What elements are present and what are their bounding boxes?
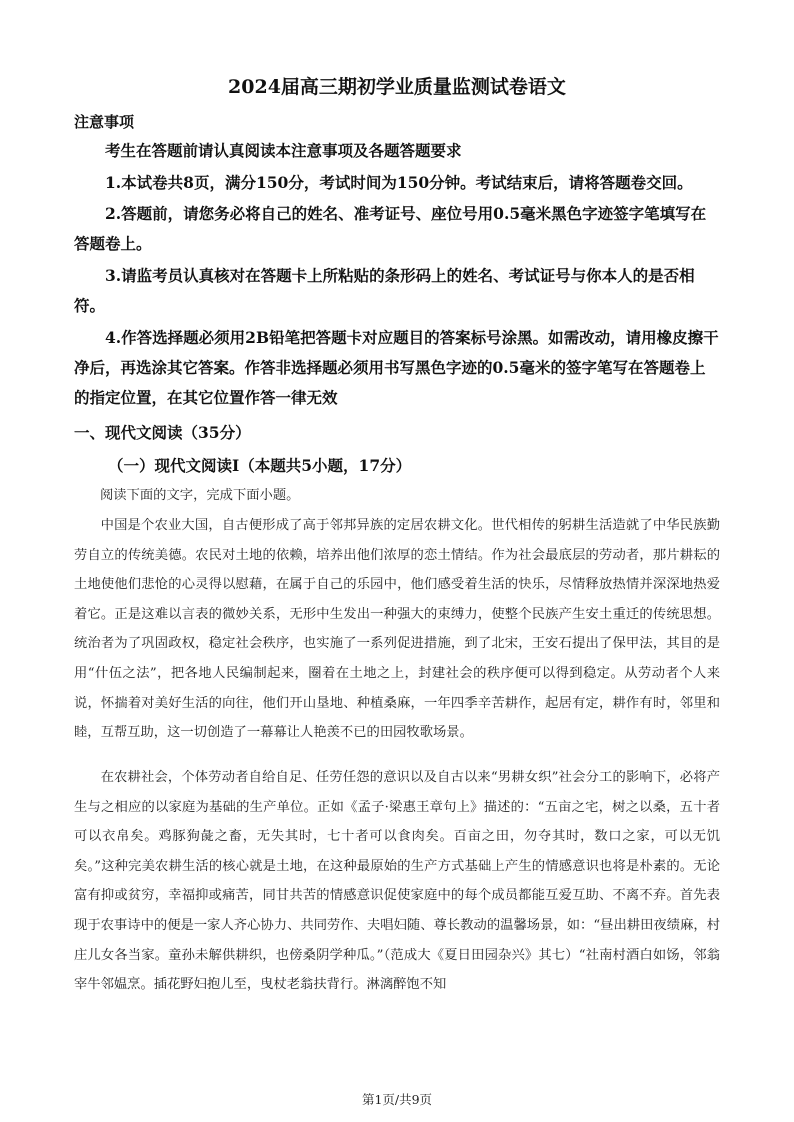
subsection-heading: （一）现代文阅读Ⅰ（本题共5小题，17分）	[108, 456, 412, 475]
reading-paragraph-2: 在农耕社会，个体劳动者自给自足、任劳任怨的意识以及自古以来“男耕女织”社会分工的影响下，必将产生与之相应的以家庭为基础的生产单位。正如《孟子·梁惠王章句上》描述的：“五亩之宅，树之以桑，五十者可以衣帛矣。鸡豚狗彘之畜，无失其时，七十者可以食肉矣。百亩之田，勿夺其时，数口之家，可以无饥矣。”这种完美农耕生活的核心就是土地，在这种最原始的生产方式基础上产生的情感意识也将是朴素的。无论富有抑或贫穷，幸福抑或痛苦，同甘共苦的情感意识促使家庭中的每个成员都能互爱互助、不离不弃。首先表现于农事诗中的便是一家人齐心协力、共同劳作、夫唱妇随、尊长教动的温馨场景，如：“昼出耕田夜绩麻，村庄儿女各当家。童孙未解供耕织，也傍桑阴学种瓜。”（范成大《夏日田园杂兴》其七）“社南村酒白如饧，邻翁宰牛邻媪烹。插花野妇抱儿至，曳杖老翁扶背行。淋漓醉饱不知	[74, 770, 720, 993]
section-heading: 一、现代文阅读（35分）	[74, 423, 251, 442]
notice-item-1: 1.本试卷共8页，满分150分，考试时间为150分钟。考试结束后，请将答题卷交回。	[105, 173, 693, 192]
reading-paragraph-1: 中国是个农业大国，自古便形成了高于邻邦异族的定居农耕文化。世代相传的躬耕生活造就了中华民族勤劳自立的传统美德。农民对土地的依赖，培养出他们浓厚的恋土情结。作为社会最底层的劳动者，那片耕耘的土地使他们悲怆的心灵得以慰藉，在属于自己的乐园中，他们感受着生活的快乐，尽情释放热情并深深地热爱着它。正是这难以言表的微妙关系，无形中生发出一种强大的束缚力，使整个民族产生安土重迁的传统思想。统治者为了巩固政权，稳定社会秩序，也实施了一系列促进措施，到了北宋，王安石提出了保甲法，其目的是用“什伍之法”，把各地人民编制起来，圈着在土地之上，封建社会的秩序便可以得到稳定。从劳动者个人来说，怀揣着对美好生活的向往，他们开山垦地、种植桑麻，一年四季辛苦耕作，起居有定，耕作有时，邻里和睦，互帮互助，这一切创造了一幕幕让人艳羡不已的田园牧歌场景。	[74, 518, 720, 741]
notice-heading: 注意事项	[74, 113, 135, 131]
notice-item-4: 4.作答选择题必须用2B铅笔把答题卡对应题目的答案标号涂黑。如需改动，请用橡皮擦干净后，再选涂其它答案。作答非选择题必须用书写黑色字迹的0.5毫米的签字笔写在答题卷上的指定位置，在其它位置作答一律无效	[74, 328, 719, 407]
notice-intro: 考生在答题前请认真阅读本注意事项及各题答题要求	[105, 141, 462, 160]
notice-item-3: 3.请监考员认真核对在答题卡上所粘贴的条形码上的姓名、考试证号与你本人的是否相符。	[74, 266, 695, 315]
notice-item-2: 2.答题前，请您务必将自己的姓名、准考证号、座位号用0.5毫米黑色字迹签字笔填写在答题卷上。	[74, 204, 707, 253]
page-title: 2024届高三期初学业质量监测试卷语文	[228, 76, 566, 98]
reading-instruction: 阅读下面的文字，完成下面小题。	[100, 488, 300, 503]
page-number: 第1页/共9页	[361, 1092, 433, 1107]
